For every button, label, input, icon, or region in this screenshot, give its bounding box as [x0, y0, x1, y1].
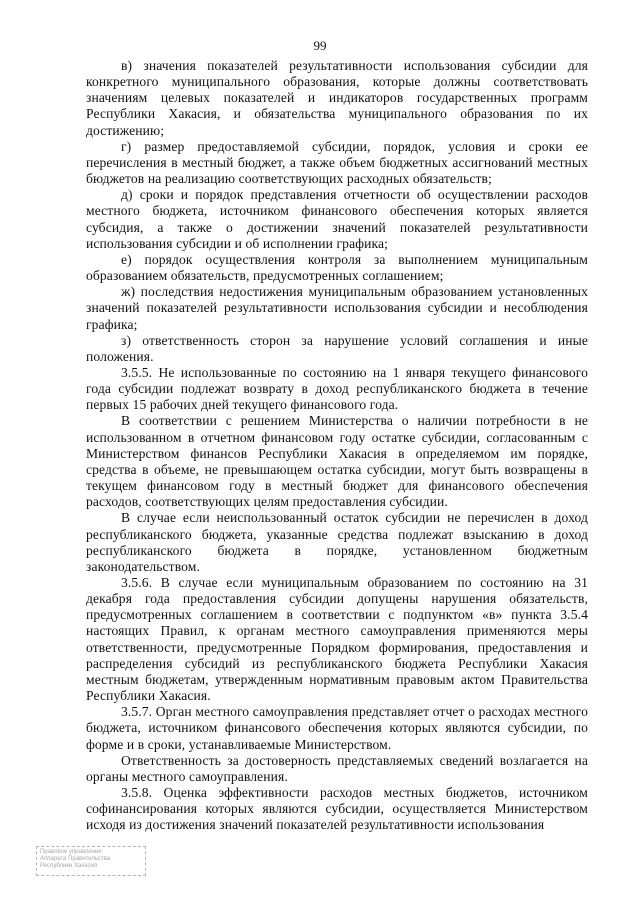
paragraph-item-g: г) размер предоставляемой субсидии, порядок, условия и сроки ее перечисления в местный бюджет, а также объем бюджетных ассигнований местных бюджетов на реализацию соответствующих расходных обязательств;	[86, 138, 588, 187]
paragraph-ministry-decision: В соответствии с решением Министерства о наличии потребности в не использованном в отчетном финансовом году остатке субсидии, согласованным с Министерством финансов Республики Хакасия в определяемом им порядке, средства в объеме, не превышающем остатка субсидии, могут быть возвращены в текущем финансовом году в местный бюджет для финансового обеспечения расходов, соответствующих целям предоставления субсидии.	[86, 413, 588, 510]
paragraph-item-d: д) сроки и порядок представления отчетности об осуществлении расходов местного бюджета, источником финансового обеспечения которых является субсидия, а также о достижении значений показателей результативности использования субсидии и об исполнении графика;	[86, 187, 588, 251]
paragraph-item-z: з) ответственность сторон за нарушение условий соглашения и иные положения.	[86, 332, 588, 364]
paragraph-responsibility: Ответственность за достоверность представляемых сведений возлагается на органы местного самоуправления.	[86, 752, 588, 784]
approval-stamp	[36, 846, 146, 876]
page-number: 99	[313, 38, 327, 53]
stamp-line: Аппарата Правительства	[40, 856, 111, 862]
paragraph-item-v: в) значения показателей результативности использования субсидии для конкретного муниципального образования, которые должны соответствовать значениям целевых показателей и индикаторов государственных программ Республики Хакасия, и обязательства муниципального образования по их достижению;	[86, 58, 588, 138]
paragraph-item-zh: ж) последствия недостижения муниципальным образованием установленных значений показателей результативности использования субсидии и несоблюдения графика;	[86, 284, 588, 332]
paragraph-3-5-8: 3.5.8. Оценка эффективности расходов местных бюджетов, источником софинансирования которых являются субсидии, осуществляется Министерством исходя из достижения значений показателей результативности использования	[86, 785, 588, 833]
paragraph-unused-balance: В случае если неиспользованный остаток субсидии не перечислен в доход республиканского бюджета, указанные средства подлежат взысканию в доход республиканского бюджета в порядке, установленном бюджетным законодательством.	[86, 510, 588, 574]
paragraph-item-e: е) порядок осуществления контроля за выполнением муниципальным образованием обязательств, предусмотренных соглашением;	[86, 251, 588, 284]
stamp-line: Правовое управление	[40, 849, 102, 855]
paragraph-3-5-6: 3.5.6. В случае если муниципальным образованием по состоянию на 31 декабря года предоставления субсидии допущены нарушения обязательств, предусмотренных соглашением в соответствии с подпунктом «в» пункта 3.5.4 настоящих Правил, к органам местного самоуправления применяются меры ответственности, предусмотренные Порядком формирования, предоставления и распределения субсидий из республиканского бюджета Республики Хакасия местным бюджетам, утвержденным нормативным правовым актом Правительства Республики Хакасия.	[86, 575, 588, 704]
paragraph-3-5-5: 3.5.5. Не использованные по состоянию на 1 января текущего финансового года субсидии подлежат возврату в доход республиканского бюджета в течение первых 15 рабочих дней текущего финансового года.	[86, 364, 588, 413]
document-body	[86, 58, 588, 834]
paragraph-3-5-7: 3.5.7. Орган местного самоуправления представляет отчет о расходах местного бюджета, источником финансового обеспечения которых являются субсидии, по форме и в сроки, устанавливаемые Министерством.	[86, 704, 588, 752]
stamp-line: Республики Хакасия	[40, 863, 98, 869]
